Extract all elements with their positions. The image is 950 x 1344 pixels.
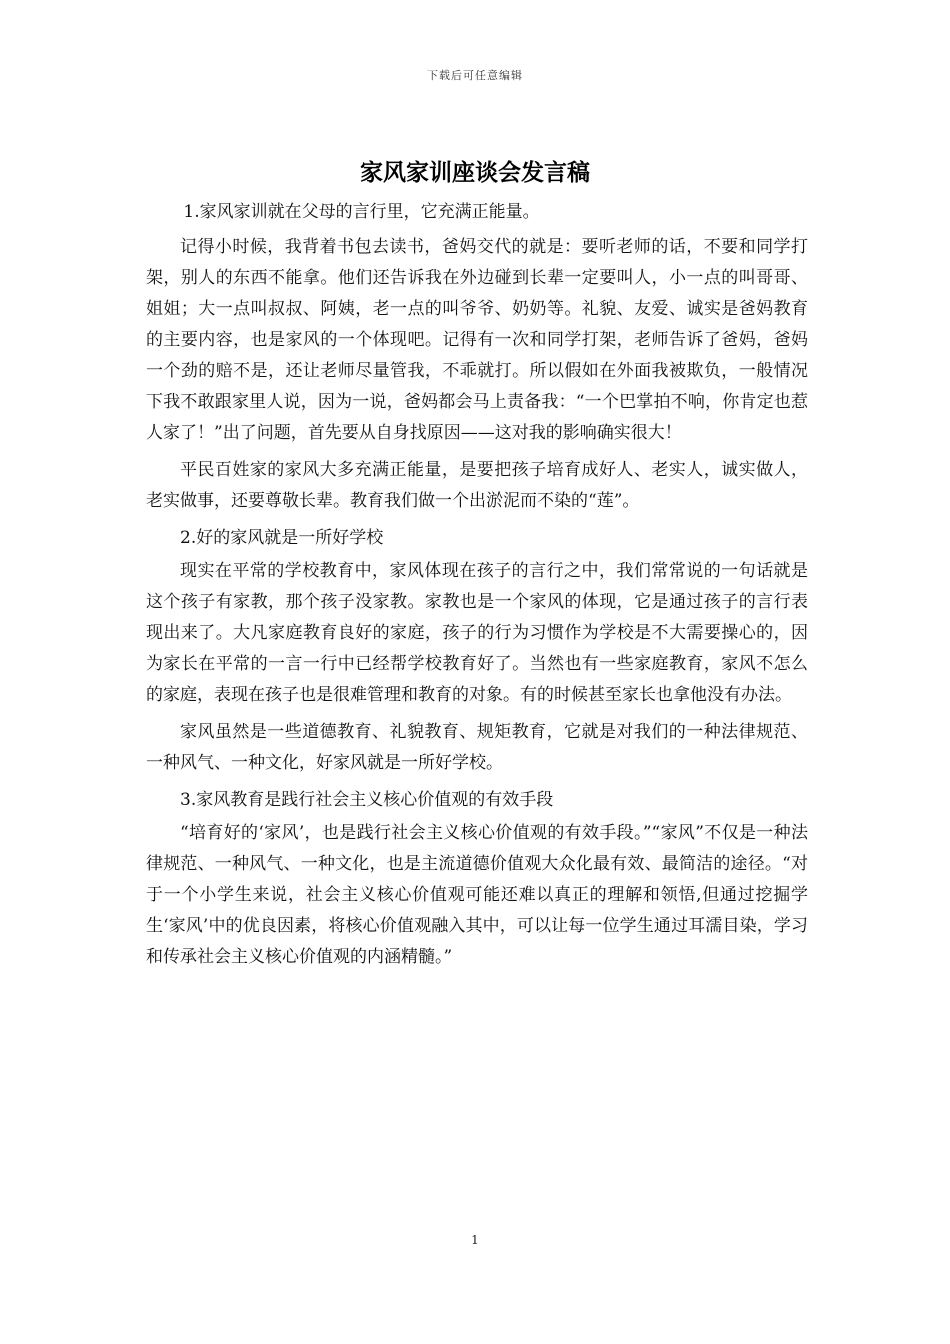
section-heading-1: 1.家风家训就在父母的言行里，它充满正能量。 [183,202,540,222]
paragraph: 平民百姓家的家风大多充满正能量，是要把孩子培育成好人、老实人，诚实做人，老实做事，还要尊敬长辈。教育我们做一个出淤泥而不染的“莲”。 [146,460,808,511]
paragraph: “培育好的‘家风’，也是践行社会主义核心价值观的有效手段。”“家风”不仅是一种法律规范、一种风气、一种文化，也是主流道德价值观大众化最有效、最简洁的途径。“对于一个小学生来说，社会主义核心价值观可能还难以真正的理解和领悟,但通过挖掘学生‘家风’中的优良因素，将核心价值观融入其中，可以让每一位学生通过耳濡目染，学习和传承社会主义核心价值观的内涵精髓。” [146,823,808,967]
paragraph: 家风虽然是一些道德教育、礼貌教育、规矩教育，它就是对我们的一种法律规范、一种风气、一种文化，好家风就是一所好学校。 [146,722,808,773]
document-body [146,197,808,979]
section-heading-2: 2.好的家风就是一所好学校 [180,528,384,548]
header-note: 下载后可任意编辑 [427,69,523,82]
paragraph: 记得小时候，我背着书包去读书，爸妈交代的就是：要听老师的话，不要和同学打架，别人的东西不能拿。他们还告诉我在外边碰到长辈一定要叫人，小一点的叫哥哥、姐姐；大一点叫叔叔、阿姨，老一点的叫爷爷、奶奶等。礼貌、友爱、诚实是爸妈教育的主要内容，也是家风的一个体现吧。记得有一次和同学打架，老师告诉了爸妈，爸妈一个劲的赔不是，还让老师尽量管我，不乖就打。所以假如在外面我被欺负，一般情况下我不敢跟家里人说，因为一说，爸妈都会马上责备我：“一个巴掌拍不响，你肯定也惹人家了！”出了问题，首先要从自身找原因——这对我的影响确实很大！ [146,237,808,443]
page-number: 1 [471,1233,479,1247]
document-title: 家风家训座谈会发言稿 [360,159,590,186]
section-heading-3: 3.家风教育是践行社会主义核心价值观的有效手段 [180,790,554,810]
paragraph: 现实在平常的学校教育中，家风体现在孩子的言行之中，我们常常说的一句话就是这个孩子有家教，那个孩子没家教。家教也是一个家风的体现，它是通过孩子的言行表现出来了。大凡家庭教育良好的家庭，孩子的行为习惯作为学校是不大需要操心的，因为家长在平常的一言一行中已经帮学校教育好了。当然也有一些家庭教育，家风不怎么的家庭，表现在孩子也是很难管理和教育的对象。有的时候甚至家长也拿他没有办法。 [146,561,808,705]
